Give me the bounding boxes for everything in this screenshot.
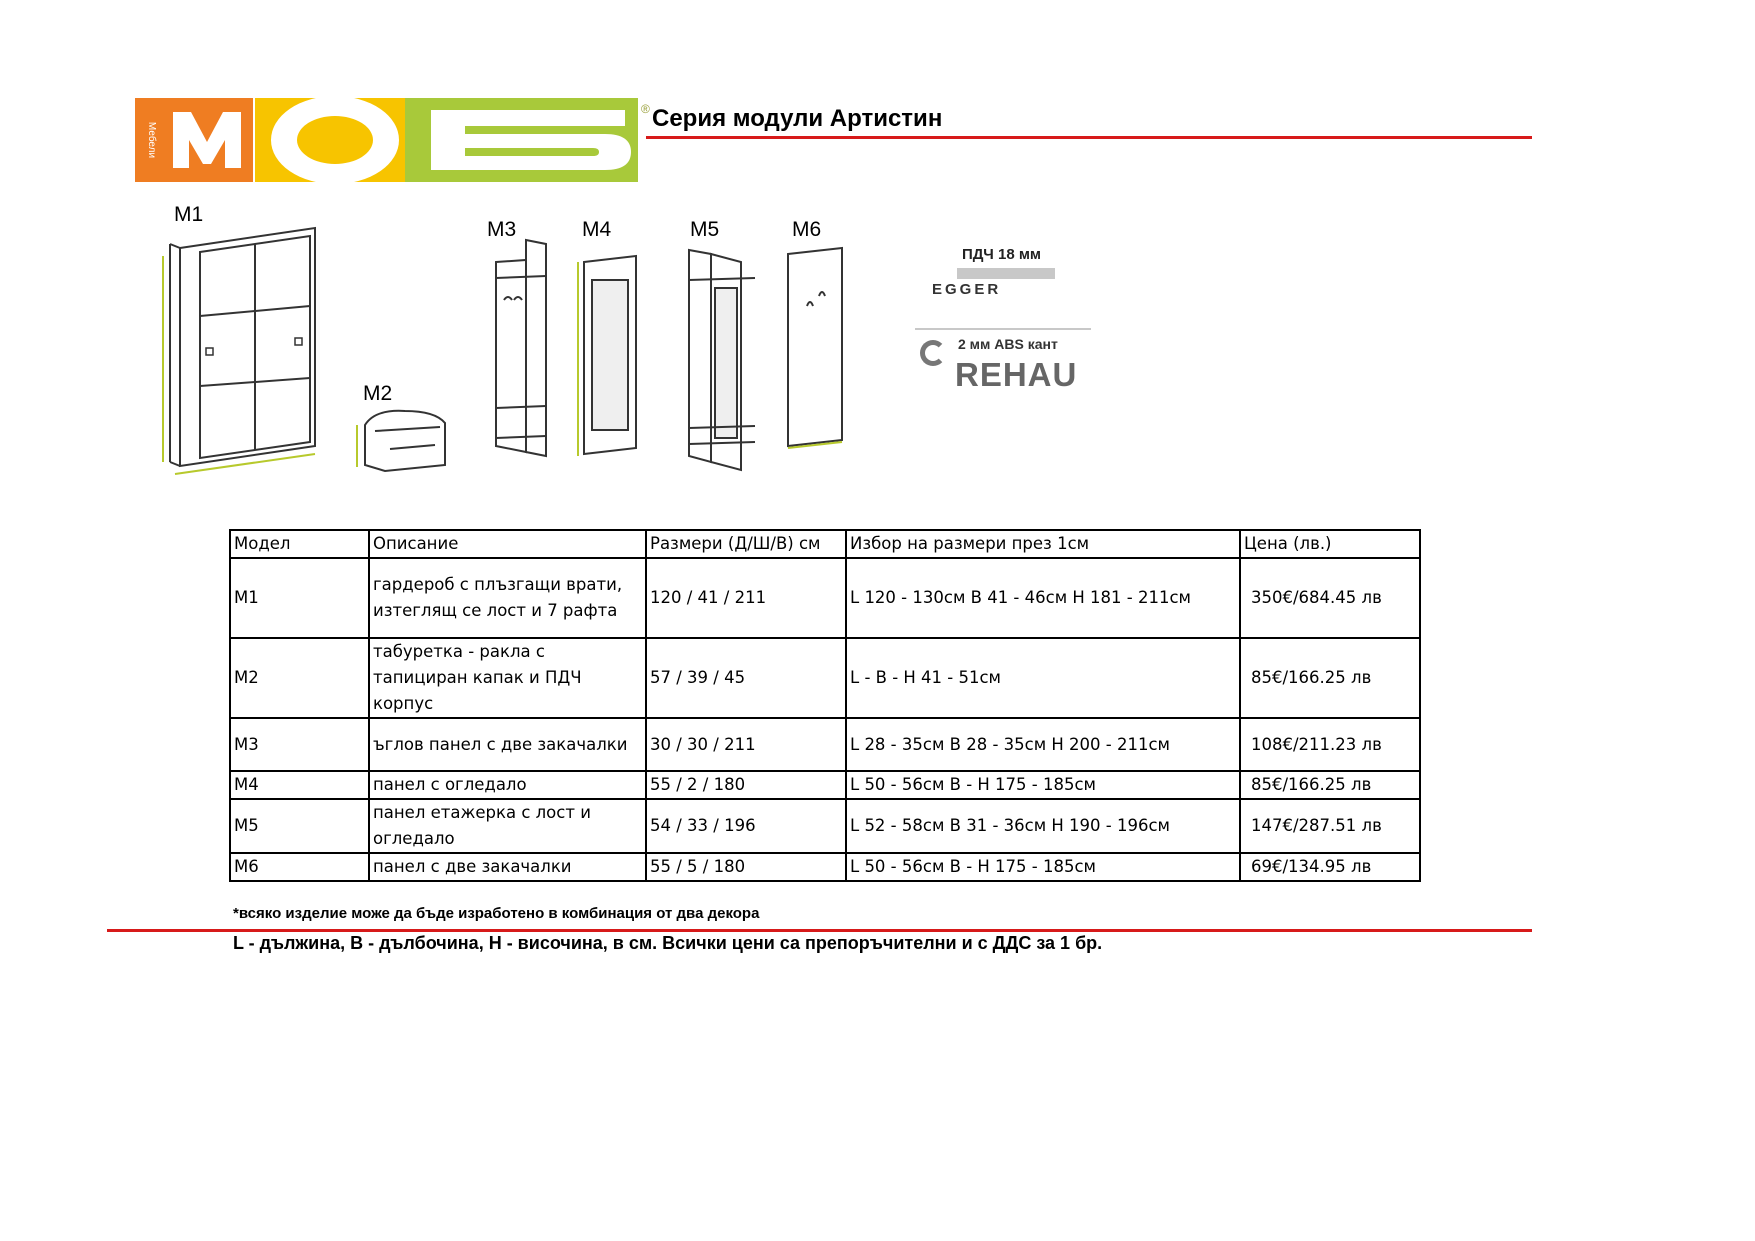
cell-description: панел с две закачалки	[369, 853, 646, 881]
title-divider	[646, 136, 1532, 139]
module-label-m1: M1	[174, 203, 204, 226]
mob-logo	[135, 98, 638, 182]
module-drawing-m1	[155, 226, 325, 486]
module-label-m2: M2	[363, 382, 393, 405]
cell-size-options: L 52 - 58см B 31 - 36см H 190 - 196см	[846, 799, 1240, 853]
cell-description: гардероб с плъзгащи врати, изтеглящ се лост и 7 рафта	[369, 558, 646, 638]
cell-dimensions: 55 / 2 / 180	[646, 771, 846, 799]
page-title: Серия модули Артистин	[652, 105, 943, 132]
table-row	[230, 853, 1420, 881]
cell-model: M3	[230, 718, 369, 771]
rehau-mark-icon	[920, 340, 946, 366]
cell-dimensions: 55 / 5 / 180	[646, 853, 846, 881]
table-row	[230, 558, 1420, 638]
cell-price: 69€/134.95 лв	[1240, 853, 1420, 881]
module-drawing-m2	[345, 405, 455, 475]
module-drawing-m4	[574, 252, 644, 462]
cell-model: M5	[230, 799, 369, 853]
cell-dimensions: 57 / 39 / 45	[646, 638, 846, 718]
rehau-logo: REHAU	[955, 356, 1078, 393]
table-row	[230, 771, 1420, 799]
chipboard-thickness-label: ПДЧ 18 мм	[962, 246, 1042, 263]
decor-combination-note: *всяко изделие може да бъде изработено в комбинация от два декора	[233, 905, 760, 922]
cell-size-options: L 120 - 130см B 41 - 46см H 181 - 211см	[846, 558, 1240, 638]
badge-divider	[915, 328, 1091, 330]
cell-size-options: L - B - H 41 - 51см	[846, 638, 1240, 718]
table-row	[230, 799, 1420, 853]
cell-model: M2	[230, 638, 369, 718]
footer-divider	[107, 929, 1532, 932]
cell-model: M6	[230, 853, 369, 881]
header-size-options: Избор на размери през 1см	[846, 530, 1240, 558]
cell-price: 85€/166.25 лв	[1240, 771, 1420, 799]
table-row	[230, 638, 1420, 718]
cell-dimensions: 30 / 30 / 211	[646, 718, 846, 771]
table-header-row	[230, 530, 1420, 558]
module-drawing-m3	[490, 238, 550, 460]
module-label-m4: M4	[582, 218, 612, 241]
cell-price: 350€/684.45 лв	[1240, 558, 1420, 638]
logo-side-text: Мебели	[146, 121, 157, 159]
header-description: Описание	[369, 530, 646, 558]
header-model: Модел	[230, 530, 369, 558]
module-label-m6: M6	[792, 218, 822, 241]
cell-price: 85€/166.25 лв	[1240, 638, 1420, 718]
header-price: Цена (лв.)	[1240, 530, 1420, 558]
module-label-m3: M3	[487, 218, 517, 241]
abs-edge-label: 2 мм ABS кант	[958, 336, 1058, 352]
cell-size-options: L 28 - 35см B 28 - 35см H 200 - 211см	[846, 718, 1240, 771]
cell-dimensions: 120 / 41 / 211	[646, 558, 846, 638]
registered-mark: ®	[641, 102, 650, 116]
egger-logo: EGGER	[932, 281, 1002, 298]
cell-dimensions: 54 / 33 / 196	[646, 799, 846, 853]
header-dimensions: Размери (Д/Ш/В) см	[646, 530, 846, 558]
dimensions-legend-note: L - дължина, B - дълбочина, H - височина, в см. Всички цени са препоръчителни и с ДДС за 1 бр.	[233, 933, 1103, 953]
table-row	[230, 718, 1420, 771]
cell-price: 147€/287.51 лв	[1240, 799, 1420, 853]
cell-model: M4	[230, 771, 369, 799]
cell-price: 108€/211.23 лв	[1240, 718, 1420, 771]
module-drawing-m6	[780, 246, 850, 450]
cell-description: панел етажерка с лост и огледало	[369, 799, 646, 853]
price-table	[229, 529, 1421, 882]
cell-description: ъглов панел с две закачалки	[369, 718, 646, 771]
module-drawing-m5	[685, 248, 765, 474]
cell-model: M1	[230, 558, 369, 638]
egger-bar	[957, 268, 1055, 279]
cell-description: табуретка - ракла с тапициран капак и ПДЧ корпус	[369, 638, 646, 718]
cell-description: панел с огледало	[369, 771, 646, 799]
cell-size-options: L 50 - 56см B - H 175 - 185см	[846, 853, 1240, 881]
cell-size-options: L 50 - 56см B - H 175 - 185см	[846, 771, 1240, 799]
module-label-m5: M5	[690, 218, 720, 241]
